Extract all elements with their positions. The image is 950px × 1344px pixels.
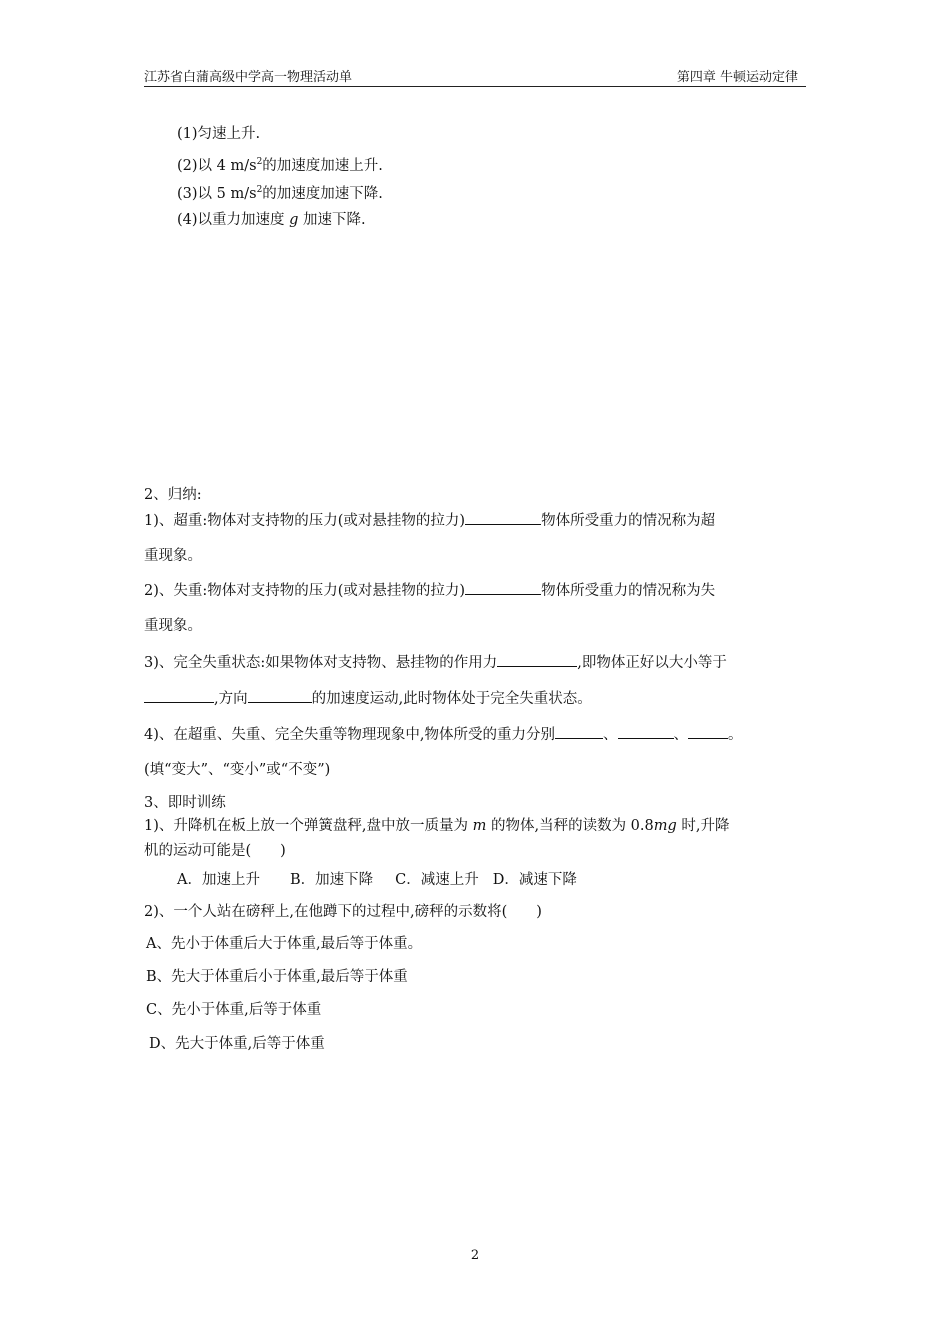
summary-3-text-4: 的加速度运动,此时物体处于完全失重状态。 [311, 691, 592, 707]
summary-4-blank-3[interactable] [688, 724, 728, 739]
case-2-prefix: (2)以 4 m/s [177, 157, 257, 174]
summary-2-text: 2)、失重:物体对支持物的压力(或对悬挂物的拉力) [144, 583, 466, 599]
case-3-exponent: 2 [256, 185, 263, 195]
option-b[interactable]: B．加速下降 [289, 872, 374, 888]
case-4-suffix: 加速下降. [298, 212, 366, 228]
case-1: (1)匀速上升. [177, 126, 261, 142]
summary-item-4 [144, 724, 743, 745]
question-2-option-c[interactable]: C、先小于体重,后等于体重 [146, 1002, 322, 1018]
summary-4-text: 4)、在超重、失重、完全失重等物理现象中,物体所受的重力分别 [144, 727, 555, 743]
summary-item-4-note: (填“变大”、“变小”或“不变”) [144, 762, 331, 778]
case-2-suffix: 的加速度加速上升. [262, 157, 383, 174]
question-1-text-2: 的物体,当秤的读数为 0.8 [486, 818, 654, 834]
question-1-text-3: 时,升降 [676, 818, 730, 834]
summary-1-blank[interactable] [465, 510, 541, 525]
summary-3-text-3: ,方向 [214, 691, 248, 707]
question-2-option-d[interactable]: D、先大于体重,后等于体重 [149, 1036, 325, 1052]
question-1-options [177, 870, 577, 890]
header-chapter: 第四章 牛顿运动定律 [676, 70, 798, 85]
case-4-prefix: (4)以重力加速度 [177, 212, 290, 228]
summary-heading: 2、归纳: [144, 487, 202, 503]
header-school: 江苏省白蒲高级中学高一物理活动单 [144, 70, 353, 85]
case-2 [177, 152, 383, 176]
question-2-option-b[interactable]: B、先大于体重后小于体重,最后等于体重 [146, 969, 408, 985]
question-1-cont: 机的运动可能是( ) [144, 843, 286, 859]
summary-item-1-cont: 重现象。 [144, 548, 202, 564]
summary-item-3 [144, 652, 727, 673]
question-1 [144, 816, 730, 836]
summary-3-blank-3[interactable] [248, 688, 312, 703]
case-3-prefix: (3)以 5 m/s [177, 185, 257, 202]
question-1-text: 1)、升降机在板上放一个弹簧盘秤,盘中放一质量为 [144, 818, 473, 834]
summary-4-blank-2[interactable] [618, 724, 674, 739]
option-a[interactable]: A．加速上升 [177, 872, 260, 888]
question-2-option-a[interactable]: A、先小于体重后大于体重,最后等于体重。 [146, 936, 423, 952]
summary-2-blank[interactable] [465, 580, 541, 595]
page-number: 2 [470, 1248, 480, 1263]
summary-4-sep-1: 、 [603, 727, 618, 743]
option-d[interactable]: D．减速下降 [492, 872, 577, 888]
option-c[interactable]: C．减速上升 [395, 872, 479, 888]
summary-3-text-2: ,即物体正好以大小等于 [577, 655, 727, 671]
summary-1-text: 1)、超重:物体对支持物的压力(或对悬挂物的拉力) [144, 513, 466, 529]
summary-1-text-2: 物体所受重力的情况称为超 [541, 513, 716, 529]
summary-item-1 [144, 510, 715, 531]
question-1-weight: mg [653, 818, 677, 834]
case-2-exponent: 2 [256, 157, 263, 167]
summary-3-blank-1[interactable] [497, 652, 577, 667]
question-2: 2)、一个人站在磅秤上,在他蹲下的过程中,磅秤的示数将( ) [144, 904, 542, 920]
question-1-mass: m [472, 818, 487, 834]
summary-2-text-2: 物体所受重力的情况称为失 [541, 583, 716, 599]
training-heading: 3、即时训练 [144, 795, 226, 811]
summary-item-3-cont [144, 688, 592, 709]
case-3-suffix: 的加速度加速下降. [262, 185, 383, 202]
case-3 [177, 180, 383, 204]
summary-4-end: 。 [728, 727, 743, 743]
case-4 [177, 210, 366, 230]
summary-3-text: 3)、完全失重状态:如果物体对支持物、悬挂物的作用力 [144, 655, 498, 671]
page-header [144, 66, 806, 87]
summary-3-blank-2[interactable] [144, 688, 214, 703]
summary-item-2-cont: 重现象。 [144, 618, 202, 634]
summary-4-sep-2: 、 [673, 727, 688, 743]
case-4-variable: g [289, 212, 299, 228]
summary-item-2 [144, 580, 715, 601]
summary-4-blank-1[interactable] [555, 724, 603, 739]
